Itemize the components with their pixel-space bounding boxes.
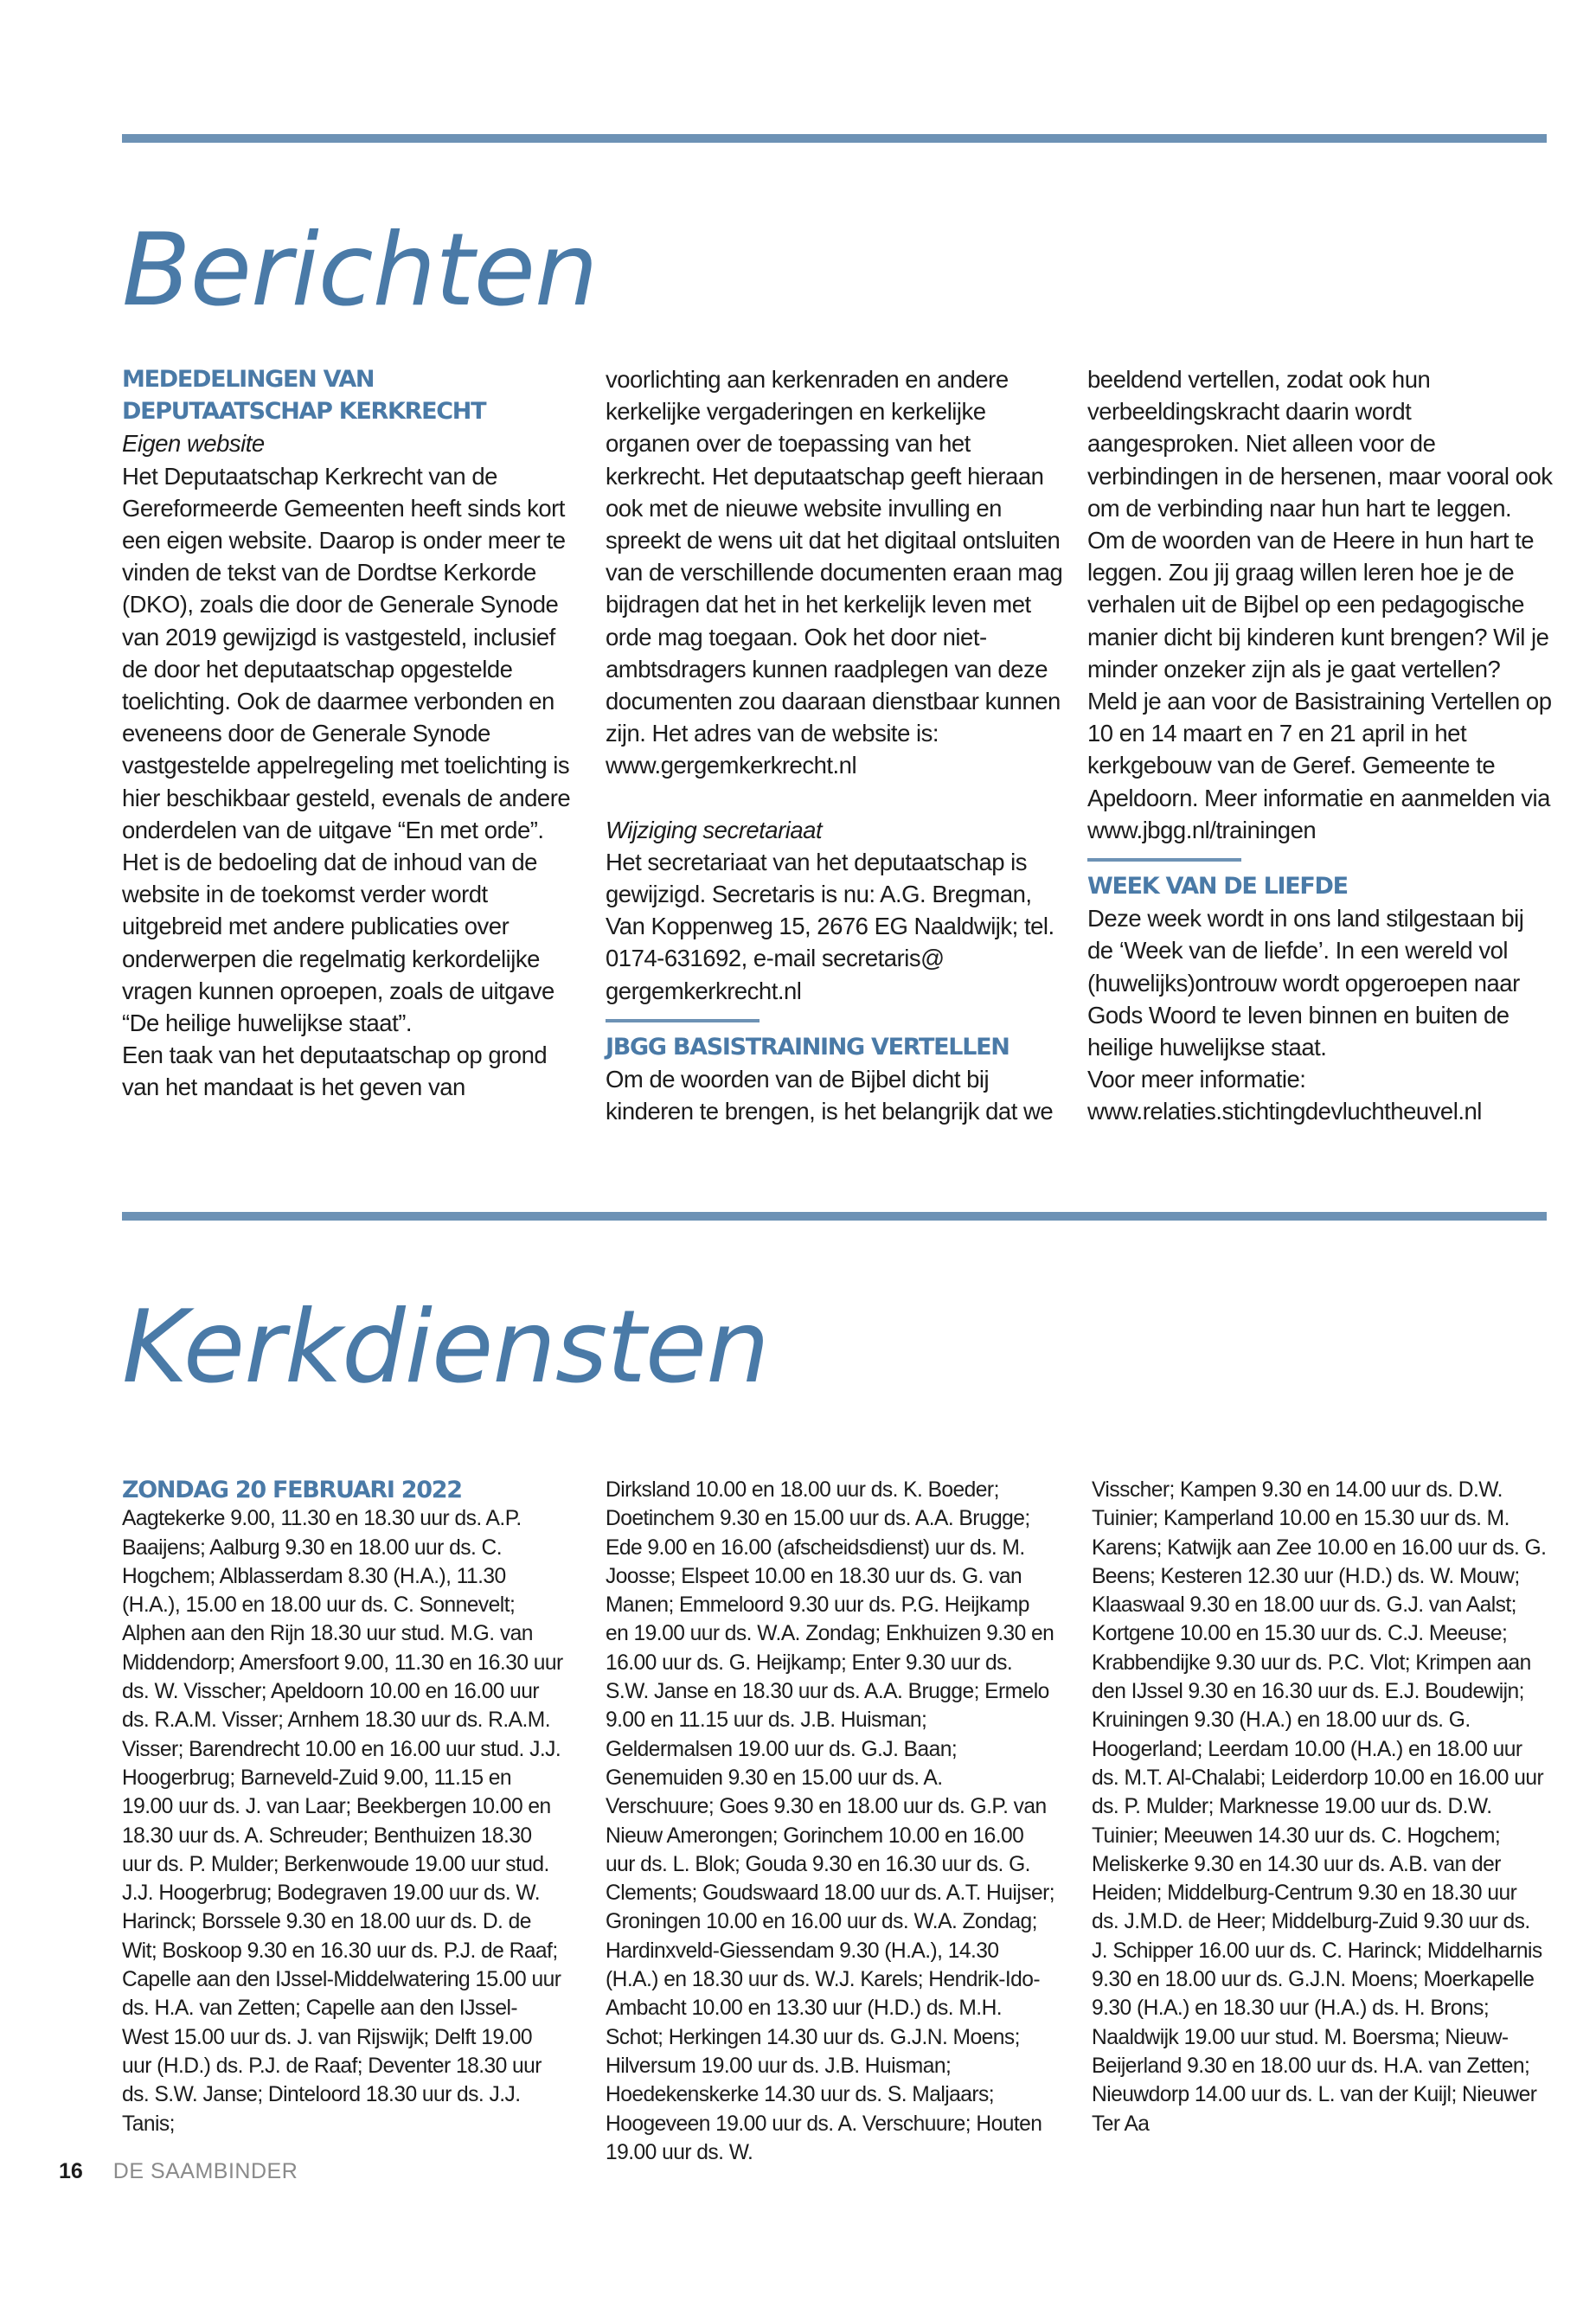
paragraph-spacer: [606, 782, 1064, 814]
wijziging-secretariaat-subheading: Wijziging secretariaat: [606, 816, 823, 843]
week-van-de-liefde-body: Deze week wordt in ons land stilgestaan bij de ‘Week van de liefde’. In een wereld vol (huwelijks)ontrouw wordt opgeroepen naar Gods Woord te leven binnen en buiten de heilige huwelijkse staat.: [1087, 905, 1524, 1061]
voorlichting-body: voorlichting aan kerkenraden en andere kerkelijke vergaderingen en kerkelijke organen over de toepassing van het kerkrecht. Het deputaatschap geeft hieraan ook met de nieuwe website invulling en spreekt de wens uit dat het digitaal ontsluiten van de verschillende documenten eraan mag bijdragen dat het in het kerkelijk leven met orde mag toegaan. Ook het door niet-ambtsdragers kunnen raadplegen van deze documenten zou daaraan dienstbaar kunnen zijn. Het adres van de website is: www.gergemkerkrecht.nl: [606, 366, 1063, 779]
berichten-title: Berichten: [122, 212, 598, 329]
magazine-name: DE SAAMBINDER: [112, 2159, 298, 2183]
info-label: Voor meer informatie:: [1087, 1066, 1306, 1093]
date-heading: ZONDAG 20 FEBRUARI 2022: [122, 1477, 462, 1503]
week-van-de-liefde-heading: WEEK VAN DE LIEFDE: [1087, 873, 1348, 901]
page-footer: [59, 2158, 298, 2184]
eigen-website-body-continued: Een taak van het deputaatschap op grond van het mandaat is het geven van: [122, 1042, 548, 1101]
eigen-website-body: Het Deputaatschap Kerkrecht van de Gereformeerde Gemeenten heeft sinds kort een eigen website. Daarop is onder meer te vinden de tekst van de Dordtse Kerkorde (DKO), zoals die door de Generale Synode van 2019 gewijzigd is vastgesteld, inclusief de door het deputaatschap opgestelde toelichting. Ook de daarmee verbonden en eveneens door de Generale Synode vastgestelde appelregeling met toelichting is hier beschikbaar gesteld, evenals de andere onderdelen van de uitgave “En met orde”. Het is de bedoeling dat de inhoud van de website in de toekomst verder wordt uitgebreid met andere publicaties over onderwerpen die regelmatig kerkordelijke vragen kunnen oproepen, zoals de uitgave “De heilige huwelijkse staat”.: [122, 462, 571, 1037]
mededelingen-heading: [122, 363, 572, 427]
jbgg-heading: JBGG BASISTRAINING VERTELLEN: [606, 1033, 1010, 1061]
mededelingen-heading-line1: MEDEDELINGEN VAN: [122, 366, 375, 393]
kerkdiensten-list-2: Dirksland 10.00 en 18.00 uur ds. K. Boeder; Doetinchem 9.30 en 15.00 uur ds. A.A. Brugge; Ede 9.00 en 16.00 (afscheidsdienst) uur ds. M. Joosse; Elspeet 10.00 en 18.30 uur ds. G. van Manen; Emmeloord 9.30 uur ds. P.G. Heijkamp en 19.00 uur ds. W.A. Zondag; Enkhuizen 9.30 en 16.00 uur ds. G. Heijkamp; Enter 9.30 uur ds. S.W. Janse en 18.30 uur ds. A.A. Brugge; Ermelo 9.00 en 11.15 uur ds. J.B. Huisman; Geldermalsen 19.00 uur ds. G.J. Baan; Genemuiden 9.30 en 15.00 uur ds. A. Verschuure; Goes 9.30 en 18.00 uur ds. G.P. van Nieuw Amerongen; Gorinchem 10.00 en 16.00 uur ds. L. Blok; Gouda 9.30 en 16.30 uur ds. G. Clements; Goudswaard 18.00 uur ds. A.T. Huijser; Groningen 10.00 en 16.00 uur ds. W.A. Zondag; Hardinxveld-Giessendam 9.30 (H.A.), 14.30 (H.A.) en 18.30 uur ds. W.J. Karels; Hendrik-Ido-Ambacht 10.00 en 13.30 uur (H.D.) ds. M.H. Schot; Herkingen 14.30 uur ds. G.J.N. Moens; Hilversum 19.00 uur ds. J.B. Huisman; Hoedekenskerke 14.30 uur ds. S. Maljaars; Hoogeveen 19.00 uur ds. A. Verschuure; Houten 19.00 uur ds. W.: [606, 1478, 1055, 2164]
eigen-website-subheading: Eigen website: [122, 430, 265, 458]
article-divider: [606, 1019, 760, 1022]
kerkdiensten-column-3: [1092, 1476, 1548, 2138]
article-divider: [1087, 858, 1241, 862]
jbgg-body: Om de woorden van de Bijbel dicht bij kinderen te brengen, is het belangrijk dat we: [606, 1066, 1054, 1125]
middle-divider: [122, 1212, 1547, 1221]
top-divider: [122, 134, 1547, 143]
berichten-column-1: [122, 363, 572, 1104]
jbgg-body-continued: beeldend vertellen, zodat ook hun verbeeldingskracht daarin wordt aangesproken. Niet alleen voor de verbindingen in de hersenen, maar vooral ook om de verbinding naar hun hart te leggen. Om de woorden van de Heere in hun hart te leggen. Zou jij graag willen leren hoe je de verhalen uit de Bijbel op een pedagogische manier dicht bij kinderen kunt brengen? Wil je minder onzeker zijn als je gaat vertellen? Meld je aan voor de Basistraining Vertellen op 10 en 14 maart en 7 en 21 april in het kerkgebouw van de Geref. Gemeente te Apeldoorn. Meer informatie en aanmelden via www.jbgg.nl/trainingen: [1087, 366, 1553, 843]
kerkdiensten-column-1: [122, 1476, 563, 2138]
mededelingen-heading-line2: DEPUTAATSCHAP KERKRECHT: [122, 398, 486, 426]
berichten-column-3: [1087, 363, 1554, 1128]
kerkdiensten-list-1: Aagtekerke 9.00, 11.30 en 18.30 uur ds. A.P. Baaijens; Aalburg 9.30 en 18.00 uur ds. C. Hogchem; Alblasserdam 8.30 (H.A.), 11.30 (H.A.), 15.00 en 18.00 uur ds. C. Sonnevelt; Alphen aan den Rijn 18.30 uur stud. M.G. van Middendorp; Amersfoort 9.00, 11.30 en 16.30 uur ds. W. Visscher; Apeldoorn 10.00 en 16.00 uur ds. R.A.M. Visser; Arnhem 18.30 uur ds. R.A.M. Visser; Barendrecht 10.00 en 16.00 uur stud. J.J. Hoogerbrug; Barneveld-Zuid 9.00, 11.15 en 19.00 uur ds. J. van Laar; Beekbergen 10.00 en 18.30 uur ds. A. Schreuder; Benthuizen 18.30 uur ds. P. Mulder; Berkenwoude 19.00 uur stud. J.J. Hoogerbrug; Bodegraven 19.00 uur ds. W. Harinck; Borssele 9.30 en 18.00 uur ds. D. de Wit; Boskoop 9.30 en 16.30 uur ds. P.J. de Raaf; Capelle aan den IJssel-Middelwatering 15.00 uur ds. H.A. van Zetten; Capelle aan den IJssel-West 15.00 uur ds. J. van Rijswijk; Delft 19.00 uur (H.D.) ds. P.J. de Raaf; Deventer 18.30 uur ds. S.W. Janse; Dinteloord 18.30 uur ds. J.J. Tanis;: [122, 1507, 563, 2136]
kerkdiensten-list-3: Visscher; Kampen 9.30 en 14.00 uur ds. D.W. Tuinier; Kamperland 10.00 en 15.30 uur ds. M. Karens; Katwijk aan Zee 10.00 en 16.00 uur ds. G. Beens; Kesteren 12.30 uur (H.D.) ds. W. Mouw; Klaaswaal 9.30 en 18.00 uur ds. G.J. van Aalst; Kortgene 10.00 en 15.30 uur ds. C.J. Meeuse; Krabbendijke 9.30 uur ds. P.C. Vlot; Krimpen aan den IJssel 9.30 en 16.30 uur ds. E.J. Boudewijn; Kruiningen 9.30 (H.A.) en 18.00 uur ds. G. Hoogerland; Leerdam 10.00 (H.A.) en 18.00 uur ds. M.T. Al-Chalabi; Leiderdorp 10.00 en 16.00 uur ds. P. Mulder; Marknesse 19.00 uur ds. D.W. Tuinier; Meeuwen 14.30 uur ds. C. Hogchem; Meliskerke 9.30 en 14.30 uur ds. A.B. van der Heiden; Middelburg-Centrum 9.30 en 18.30 uur ds. J.M.D. de Heer; Middelburg-Zuid 9.30 uur ds. J. Schipper 16.00 uur ds. C. Harinck; Middelharnis 9.30 en 18.00 uur ds. G.J.N. Moens; Moerkapelle 9.30 (H.A.) en 18.30 uur (H.A.) ds. H. Brons; Naaldwijk 19.00 uur stud. M. Boersma; Nieuw-Beijerland 9.30 en 18.00 uur ds. H.A. van Zetten; Nieuwdorp 14.00 uur ds. L. van der Kuijl; Nieuwer Ter Aa: [1092, 1478, 1547, 2136]
page-number: 16: [59, 2159, 83, 2183]
kerkdiensten-column-2: [606, 1476, 1055, 2167]
info-url: www.relaties.stichtingdevluchtheuvel.nl: [1087, 1098, 1482, 1125]
berichten-column-2: [606, 363, 1064, 1127]
kerkdiensten-title: Kerkdiensten: [122, 1289, 769, 1406]
secretariaat-body: Het secretariaat van het deputaatschap is gewijzigd. Secretaris is nu: A.G. Bregman, Van Koppenweg 15, 2676 EG Naaldwijk; tel. 0174-631692, e-mail secretaris@ gergemkerkrecht.nl: [606, 848, 1054, 1004]
